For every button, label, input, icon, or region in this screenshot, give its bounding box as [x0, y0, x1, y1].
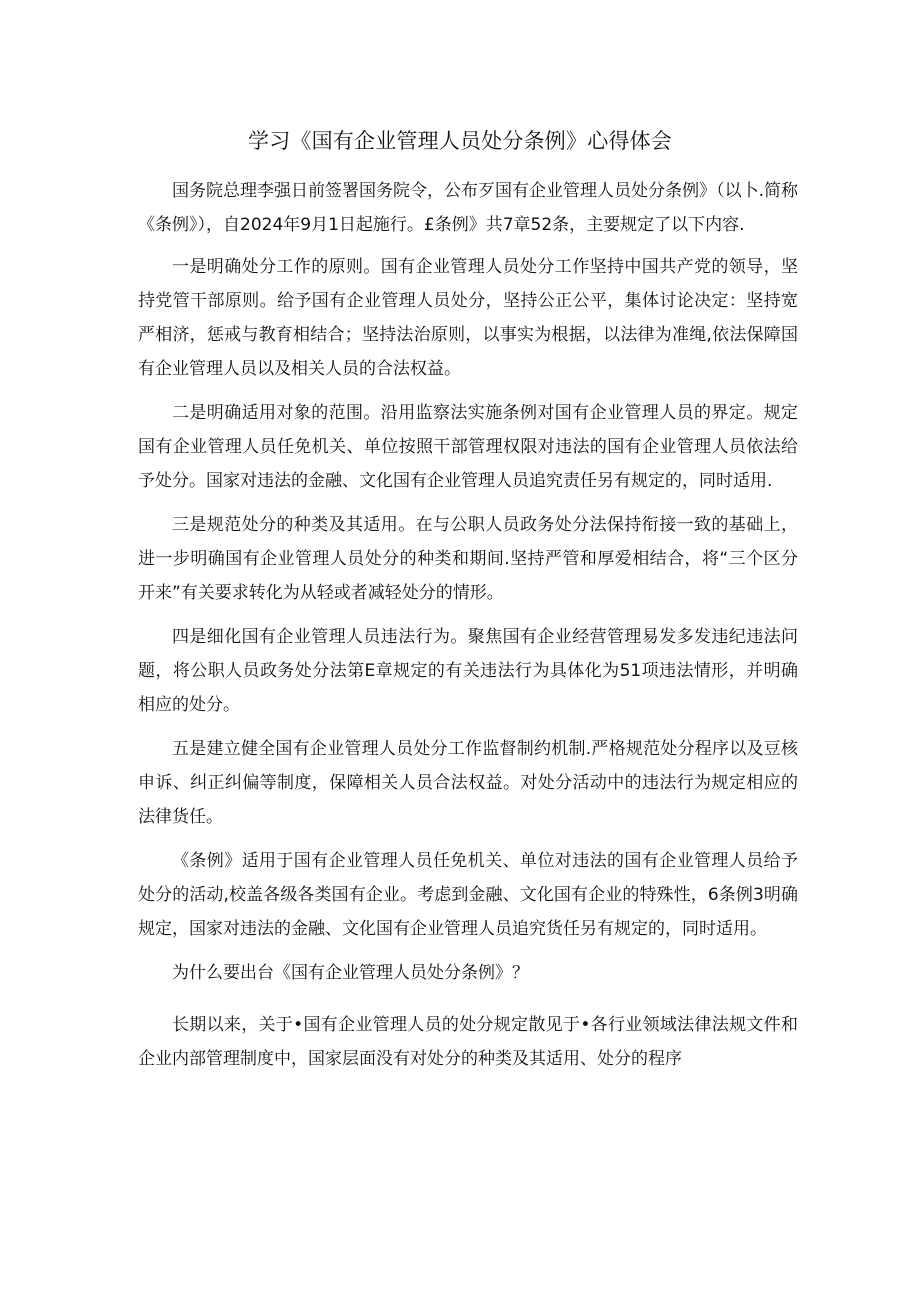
paragraph-scope: 二是明确适用对象的范围。沿用监察法实施条例对国有企业管理人员的界定。规定国有企业管理人员任免机关、单位按照干部管理权限对违法的国有企业管理人员依法给予处分。国家对违法的金融、文化国有企业管理人员追究责任另有规定的，同时适用. — [138, 403, 798, 491]
document-body — [138, 174, 798, 1086]
paragraph-applicability: 《条例》适用于国有企业管理人员任免机关、单位对违法的国有企业管理人员给予处分的活动,校盖各级各类国有企业。考虑到金融、文化国有企业的特殊性，6条例3明确规定，国家对违法的金融、文化国有企业管理人员追究货任另有规定的，同时适用。 — [138, 851, 798, 939]
paragraph-intro: 国务院总理李强日前签署国务院令，公布歹国有企业管理人员处分条例》（以卜.简称《条例》），自2024年9月1日起施行。£条例》共7章52条，主要规定了以下内容. — [138, 181, 798, 235]
paragraph-types: 三是规范处分的种类及其适用。在与公职人员政务处分法保持衔接一致的基础上，进一步明确国有企业管理人员处分的种类和期间.坚持严管和厚爱相结合，将“三个区分开来”有关要求转化为从轻或者减轻处分的情形。 — [138, 515, 798, 603]
paragraph-question: 为什么要出台《国有企业管理人员处分条例》？ — [172, 963, 529, 983]
paragraph-principles: 一是明确处分工作的原则。国有企业管理人员处分工作坚持中国共产党的领导，坚持党管干部原则。给予国有企业管理人员处分，坚持公正公平，集体讨论决定：坚持宽严相济，惩戒与教育相结合；坚持法治原则，以事实为根据，以法律为准绳,依法保障国有企业管理人员以及相关人员的合法权益。 — [138, 257, 798, 379]
document-title: 学习《国有企业管理人员处分条例》心得体会 — [248, 129, 672, 153]
paragraph-supervision: 五是建立健全国有企业管理人员处分工作监督制约机制.严格规范处分程序以及豆核申诉、纠正纠偏等制度，保障相关人员合法权益。对处分活动中的违法行为规定相应的法律货任。 — [138, 739, 798, 827]
paragraph-violations: 四是细化国有企业管理人员违法行为。聚焦国有企业经营管理易发多发违纪违法问题，将公职人员政务处分法第E章规定的有关违法行为具体化为51项违法情形，并明确相应的处分。 — [138, 627, 798, 715]
paragraph-background: 长期以来，关于•国有企业管理人员的处分规定散见于•各行业领域法律法规文件和企业内部管理制度中，国家层面没有对处分的种类及其适用、处分的程序 — [138, 1015, 798, 1069]
